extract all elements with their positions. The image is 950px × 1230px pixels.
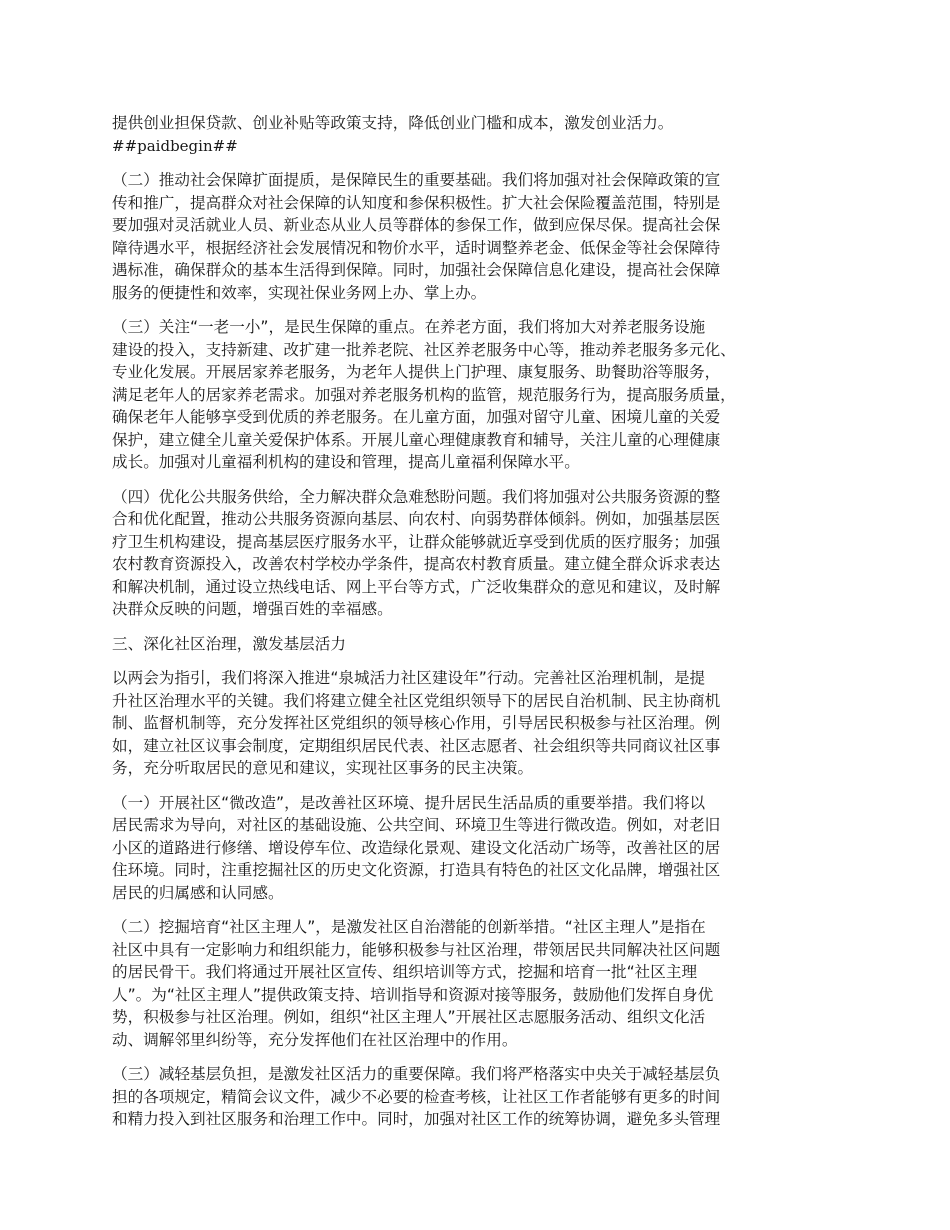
paragraph-community-mechanism: 以两会为指引，我们将深入推进“泉城活力社区建设年”行动。完善社区治理机制，是提 升社区治理水平的关键。我们将建立健全社区党组织领导下的居民自治机制、民主协商机 制、监督机制等，充分发挥社区党组织的领导核心作用，引导居民积极参与社区治理。例 如，建立社区议事会制度，定期组织居民代表、社区志愿者、社会组织等共同商议社区事 务，充分听取居民的意见和建议，实现社区事务的民主决策。: [112, 669, 721, 777]
intro-paragraph: 提供创业担保贷款、创业补贴等政策支持，降低创业门槛和成本，激发创业活力。: [112, 114, 674, 132]
paragraph-public-services: （四）优化公共服务供给，全力解决群众急难愁盼问题。我们将加强对公共服务资源的整 合和优化配置，推动公共服务资源向基层、向农村、向弱势群体倾斜。例如，加强基层医 疗卫生机构建设，提高基层医疗服务水平，让群众能够就近享受到优质的医疗服务；加强 农村教育资源投入，改善农村学校办学条件，提高农村教育质量。建立健全群众诉求表达 和解决机制，通过设立热线电话、网上平台等方式，广泛收集群众的意见和建议，及时解 决群众反映的问题，增强百姓的幸福感。: [112, 487, 721, 618]
paragraph-micro-renovation: （一）开展社区“微改造”，是改善社区环境、提升居民生活品质的重要举措。我们将以 居民需求为导向，对社区的基础设施、公共空间、环境卫生等进行微改造。例如，对老旧 小区的道路进行修缮、增设停车位、改造绿化景观、建设文化活动广场等，改善社区的居 住环境。同时，注重挖掘社区的历史文化资源，打造具有特色的社区文化品牌，增强社区 居民的归属感和认同感。: [112, 793, 721, 902]
document-body: [112, 112, 842, 1143]
paragraph-social-security: （二）推动社会保障扩面提质，是保障民生的重要基础。我们将加强对社会保障政策的宣 传和推广，提高群众对社会保障的认知度和参保积极性。扩大社会保险覆盖范围，特别是 要加强对灵活就业人员、新业态从业人员等群体的参保工作，做到应保尽保。提高社会保 障待遇水平，根据经济社会发展情况和物价水平，适时调整养老金、低保金等社会保障待 遇标准，确保群众的基本生活得到保障。同时，加强社会保障信息化建设，提高社会保障 服务的便捷性和效率，实现社保业务网上办、掌上办。: [112, 171, 721, 302]
paragraph-reduce-burden: （三）减轻基层负担，是激发社区活力的重要保障。我们将严格落实中央关于减轻基层负 担的各项规定，精简会议文件，减少不必要的检查考核，让社区工作者能够有更多的时间 和精力投入到社区服务和治理工作中。同时，加强对社区工作的统筹协调，避免多头管理: [112, 1065, 721, 1128]
paid-marker: ##paidbegin##: [112, 136, 238, 155]
paragraph-community-leaders: （二）挖掘培育“社区主理人”，是激发社区自治潜能的创新举措。“社区主理人”是指在 社区中具有一定影响力和组织能力，能够积极参与社区治理，带领居民共同解决社区问题 的居民骨干。我们将通过开展社区宣传、组织培训等方式，挖掘和培育一批“社区主理 人”。为“社区主理人”提供政策支持、培训指导和资源对接等服务，鼓励他们发挥自身优 势，积极参与社区治理。例如，组织“社区主理人”开展社区志愿服务活动、组织文化活 动、调解邻里纠纷等，充分发挥他们在社区治理中的作用。: [112, 918, 721, 1049]
section-heading-community-governance: 三、深化社区治理，激发基层活力: [112, 634, 346, 653]
paragraph-elderly-children: （三）关注“一老一小”，是民生保障的重点。在养老方面，我们将加大对养老服务设施 建设的投入，支持新建、改扩建一批养老院、社区养老服务中心等，推动养老服务多元化、 专业化发展。开展居家养老服务，为老年人提供上门护理、康复服务、助餐助浴等服务， 满足老年人的居家养老需求。加强对养老服务机构的监管，规范服务行为，提高服务质量， 确保老年人能够享受到优质的养老服务。在儿童方面，加强对留守儿童、困境儿童的关爱 保护，建立健全儿童关爱保护体系。开展儿童心理健康教育和辅导，关注儿童的心理健康 成长。加强对儿童福利机构的建设和管理，提高儿童福利保障水平。: [112, 318, 736, 471]
